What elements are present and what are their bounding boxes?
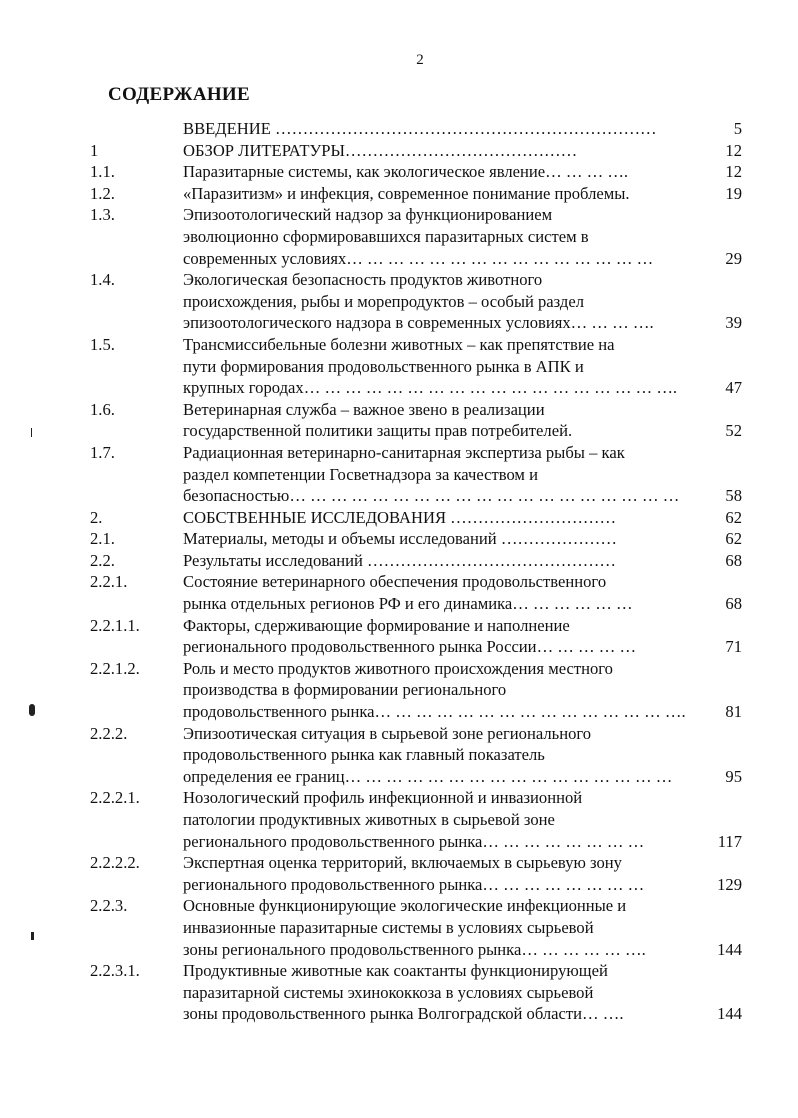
toc-entry-page: 62 — [725, 529, 742, 549]
toc-entry-number: 1.3. — [90, 205, 115, 225]
toc-entry-title: Результаты исследований ……………………………………… — [183, 550, 616, 570]
scan-mark — [29, 704, 35, 716]
toc-entry-number: 2.2.1.1. — [90, 615, 140, 635]
toc-entry-number: 2.2.2. — [90, 723, 128, 743]
toc-entry-number: 1.4. — [90, 270, 115, 290]
scan-mark — [31, 932, 34, 940]
toc-entry-page: 12 — [725, 162, 742, 182]
toc-entry-title: Радиационная ветеринарно-санитарная экспертиза рыбы – как раздел компетенции Госветнадзора за качеством и безопасностью… … … … … … … … … … … … … … … … … … … — [183, 442, 680, 506]
toc-entry — [90, 571, 742, 614]
toc-entry — [90, 442, 742, 507]
toc-entry — [90, 615, 742, 658]
toc-entry — [90, 161, 742, 183]
toc-entry — [90, 723, 742, 788]
toc-entry-title: Экспертная оценка территорий, включаемых в сырьевую зону регионального продовольственного рынка… … … … … … … … — [183, 853, 645, 894]
toc-entry-number: 2. — [90, 507, 103, 527]
toc-entry-page: 117 — [717, 831, 742, 851]
toc-entry — [90, 550, 742, 572]
toc-entry-title: Нозологический профиль инфекционной и инвазионной патологии продуктивных животных в сырьевой зоне регионального продовольственного рынка… … … … … … … … — [183, 788, 645, 851]
toc-entry — [90, 334, 742, 399]
toc-entry-title: Продуктивные животные как соактанты функционирующей паразитарной системы эхинококкоза в условиях сырьевой зоны продовольственного рынка Волгоградской области… …. — [183, 961, 624, 1024]
toc-entry — [90, 852, 742, 895]
toc-entry — [90, 528, 742, 550]
page-title: СОДЕРЖАНИЕ — [108, 84, 250, 105]
toc-entry-number: 2.2.1.2. — [90, 658, 140, 678]
toc-entry-page: 144 — [717, 1004, 742, 1024]
toc-entry — [90, 269, 742, 334]
toc-entry-page: 129 — [717, 874, 742, 894]
toc-entry-page: 5 — [733, 119, 742, 138]
toc-entry — [90, 787, 742, 852]
toc-entry — [90, 204, 742, 269]
toc-entry-title: «Паразитизм» и инфекция, современное понимание проблемы. — [183, 183, 630, 203]
toc-entry — [90, 895, 742, 960]
page-number: 2 — [416, 52, 424, 68]
toc-entry-page: 47 — [725, 378, 742, 398]
toc-entry — [90, 658, 742, 723]
toc-entry-title: ОБЗОР ЛИТЕРАТУРЫ…………………………………… — [183, 140, 578, 160]
toc-entry-title: Факторы, сдерживающие формирование и наполнение регионального продовольственного рынка России… … … … … — [183, 615, 637, 657]
toc-entry-number: 1.6. — [90, 399, 115, 419]
toc-entry-number: 1 — [90, 140, 99, 160]
toc-entry-number: 2.2.3.1. — [90, 961, 140, 981]
toc-entry — [90, 507, 742, 529]
toc-entry-number: 2.2.3. — [90, 896, 128, 916]
toc-entry-number: 1.2. — [90, 183, 115, 203]
toc-entry-title: Материалы, методы и объемы исследований ………………… — [183, 529, 617, 549]
toc-entry-title: Основные функционирующие экологические инфекционные и инвазионные паразитарные системы в условиях сырьевой зоны регионального продовольственного рынка… … … … … …. — [183, 896, 646, 959]
toc-entry-number: 2.1. — [90, 529, 115, 549]
toc-entry-number: 2.2.2.1. — [90, 788, 140, 808]
toc-entry-number: 2.2. — [90, 550, 115, 570]
toc-entry-page: 12 — [725, 140, 742, 160]
toc-entry — [90, 960, 742, 1025]
toc-entry — [90, 118, 742, 140]
toc-entry-title: Роль и место продуктов животного происхождения местного производства в формировании регионального продовольственного рынка… … … … … … … … … … … … … … …. — [183, 658, 686, 722]
toc-entry-title: ВВЕДЕНИЕ …………………………………………………………… — [183, 119, 657, 138]
toc-entry-title: Состояние ветеринарного обеспечения продовольственного рынка отдельных регионов РФ и его динамика… … … … … … — [183, 572, 633, 614]
toc-entry-number: 1.7. — [90, 442, 115, 462]
toc-entry-title: СОБСТВЕННЫЕ ИССЛЕДОВАНИЯ ………………………… — [183, 507, 617, 527]
toc-entry-page: 19 — [725, 183, 742, 203]
toc-entry-page: 71 — [725, 637, 742, 657]
toc-entry-number: 2.2.1. — [90, 572, 128, 592]
scan-mark — [31, 428, 32, 437]
table-of-contents — [90, 118, 742, 1025]
toc-entry-title: Паразитарные системы, как экологическое явление… … … …. — [183, 162, 629, 182]
toc-entry-title: Экологическая безопасность продуктов животного происхождения, рыбы и морепродуктов – особый раздел эпизоотологического надзора в современных условиях… … … …. — [183, 270, 654, 333]
toc-entry-page: 62 — [725, 507, 742, 527]
toc-entry-page: 144 — [717, 939, 742, 959]
toc-entry — [90, 183, 742, 205]
toc-entry-page: 39 — [725, 313, 742, 333]
toc-entry-page: 68 — [725, 594, 742, 614]
toc-entry-page: 58 — [725, 486, 742, 506]
toc-entry-title: Трансмиссибельные болезни животных – как препятствие на пути формирования продовольственного рынка в АПК и крупных городах… … … … … … … … … … … … … … … … … …. — [183, 334, 678, 398]
toc-entry-title: Ветеринарная служба – важное звено в реализации государственной политики защиты прав потребителей. — [183, 399, 573, 441]
toc-entry-page: 68 — [725, 550, 742, 570]
toc-entry-page: 95 — [725, 766, 742, 786]
toc-entry-page: 52 — [725, 421, 742, 441]
toc-entry — [90, 140, 742, 162]
toc-entry-title: Эпизоотическая ситуация в сырьевой зоне регионального продовольственного рынка как главный показатель определения ее границ… … … … … … … … … … … … … … … … — [183, 723, 673, 786]
toc-entry-page: 29 — [725, 248, 742, 268]
toc-entry-number: 1.1. — [90, 162, 115, 182]
toc-entry-number: 1.5. — [90, 334, 115, 354]
toc-entry-title: Эпизоотологический надзор за функционированием эволюционно сформировавшихся паразитарных систем в современных условиях… … … … … … … … … … … … … … … — [183, 205, 654, 268]
toc-entry — [90, 399, 742, 442]
toc-entry-page: 81 — [725, 702, 742, 722]
toc-entry-number: 2.2.2.2. — [90, 853, 140, 873]
